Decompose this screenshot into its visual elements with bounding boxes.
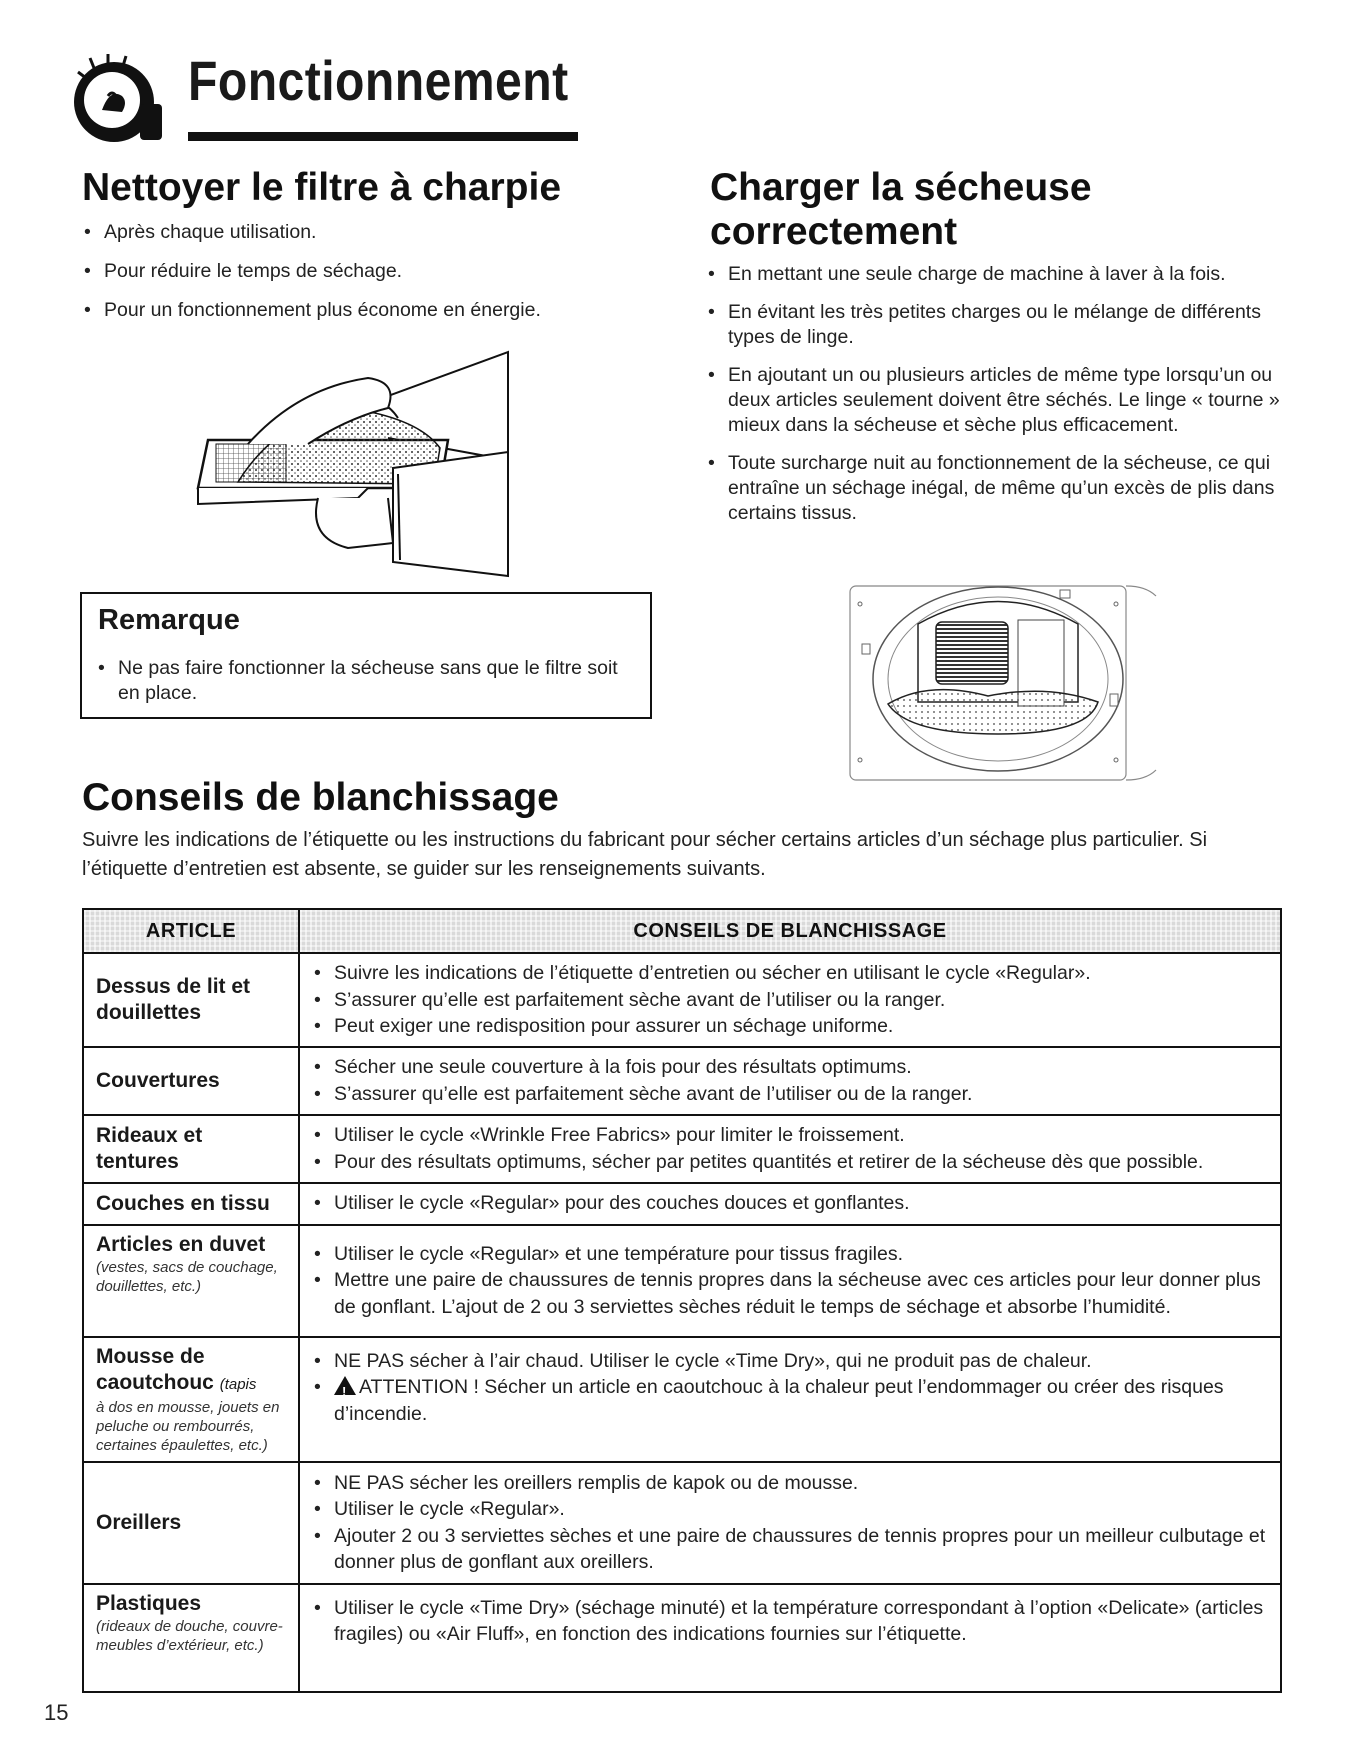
loading-heading-line2: correctement — [710, 210, 958, 253]
list-item: • Utiliser le cycle «Regular». — [312, 1496, 1268, 1523]
laundry-tips-table — [82, 908, 1282, 1693]
lint-filter-list — [82, 220, 682, 337]
warning-item — [312, 1374, 1268, 1427]
tips-cell — [299, 1225, 1281, 1337]
header-tips: CONSEILS DE BLANCHISSAGE — [299, 909, 1281, 953]
article-cell — [83, 1225, 299, 1337]
list-item: • Pour réduire le temps de séchage. — [82, 259, 682, 284]
table-row — [83, 1183, 1281, 1225]
article-cell: Couvertures — [83, 1047, 299, 1115]
tips-intro: Suivre les indications de l’étiquette ou les instructions du fabricant pour sécher certains articles d’un séchage plus particulier. Si l’étiquette d’entretien est absente, se guider sur les renseignements suivants. — [82, 829, 1208, 880]
list-item: • NE PAS sécher les oreillers remplis de kapok ou de mousse. — [312, 1470, 1268, 1497]
list-item: • Sécher une seule couverture à la fois pour des résultats optimums. — [312, 1054, 1268, 1081]
table-row — [83, 1225, 1281, 1337]
tips-cell — [299, 1047, 1281, 1115]
table-row — [83, 953, 1281, 1047]
article-examples: (rideaux de douche, couvre-meubles d’extérieur, etc.) — [96, 1617, 283, 1654]
article-cell: Dessus de lit et douillettes — [83, 953, 299, 1047]
tips-cell — [299, 1115, 1281, 1183]
list-item: • Peut exiger une redisposition pour assurer un séchage uniforme. — [312, 1013, 1268, 1040]
article-cell: Oreillers — [83, 1462, 299, 1584]
table-header-row — [83, 909, 1281, 953]
tips-cell — [299, 1462, 1281, 1584]
article-examples: à dos en mousse, jouets en peluche ou rembourrés, certaines épaulettes, etc.) — [96, 1398, 280, 1454]
table-row — [83, 1047, 1281, 1115]
list-item: • Ne pas faire fonctionner la sécheuse sans que le filtre soit en place. — [96, 656, 636, 706]
header-article: ARTICLE — [83, 909, 299, 953]
loading-heading-line1: Charger la sécheuse — [710, 166, 1092, 209]
list-item: • Toute surcharge nuit au fonctionnement de la sécheuse, ce qui entraîne un séchage inégal, de même qu’un excès de plis dans certains tissus. — [706, 451, 1286, 526]
article-name: Mousse de caoutchouc — [96, 1344, 214, 1394]
list-item: • S’assurer qu’elle est parfaitement sèche avant de l’utiliser ou de la ranger. — [312, 1081, 1268, 1108]
title-underline — [188, 132, 578, 141]
list-item: • S’assurer qu’elle est parfaitement sèche avant de l’utiliser ou la ranger. — [312, 987, 1268, 1014]
article-examples-start: (tapis — [219, 1375, 257, 1393]
list-item: • Mettre une paire de chaussures de tennis propres dans la sécheuse avec ces articles pour leur donner plus de gonflant. L’ajout de 2 ou 3 serviettes sèches réduit le temps de séchage et absorbe l’humidité. — [312, 1267, 1268, 1320]
list-item: • Utiliser le cycle «Time Dry» (séchage minuté) et la température correspondant à l’option «Delicate» (articles fragiles) ou «Air Fluff», en fonction des indications fournies sur l’étiquette. — [312, 1595, 1268, 1648]
lint-filter-heading: Nettoyer le filtre à charpie — [82, 166, 562, 209]
article-name: Plastiques — [96, 1591, 202, 1615]
list-item: • Ajouter 2 ou 3 serviettes sèches et une paire de chaussures de tennis propres pour un meilleur culbutage et donner plus de gonflant aux oreillers. — [312, 1523, 1268, 1576]
list-item: • Utiliser le cycle «Regular» et une température pour tissus fragiles. — [312, 1241, 1268, 1268]
article-examples: (vestes, sacs de couchage, douillettes, etc.) — [96, 1258, 278, 1295]
list-item: • NE PAS sécher à l’air chaud. Utiliser le cycle «Time Dry», qui ne produit pas de chaleur. — [312, 1348, 1268, 1375]
page-number: 15 — [44, 1700, 69, 1725]
list-item: • Pour un fonctionnement plus économe en énergie. — [82, 298, 682, 323]
note-box — [80, 592, 652, 719]
note-list — [96, 656, 636, 706]
tips-cell — [299, 1183, 1281, 1225]
list-item: • Utiliser le cycle «Regular» pour des couches douces et gonflantes. — [312, 1190, 1268, 1217]
list-item: • En mettant une seule charge de machine à laver à la fois. — [706, 262, 1286, 287]
lint-filter-illustration — [188, 348, 513, 580]
tips-heading: Conseils de blanchissage — [82, 776, 559, 819]
article-cell: Rideaux et tentures — [83, 1115, 299, 1183]
table-row — [83, 1115, 1281, 1183]
loading-heading — [710, 166, 1270, 254]
article-cell — [83, 1584, 299, 1692]
table-row — [83, 1584, 1281, 1692]
list-item: • En évitant les très petites charges ou le mélange de différents types de linge. — [706, 300, 1286, 350]
dryer-drum-illustration — [848, 584, 1158, 782]
article-cell: Couches en tissu — [83, 1183, 299, 1225]
table-row — [83, 1337, 1281, 1462]
list-item: • Utiliser le cycle «Wrinkle Free Fabrics» pour limiter le froissement. — [312, 1122, 1268, 1149]
loading-list — [706, 262, 1286, 539]
article-cell — [83, 1337, 299, 1462]
page-title: Fonctionnement — [188, 49, 569, 112]
list-item: • Suivre les indications de l’étiquette d’entretien ou sécher en utilisant le cycle «Regular». — [312, 960, 1268, 987]
table-row — [83, 1462, 1281, 1584]
warning-text: ATTENTION ! Sécher un article en caoutchouc à la chaleur peut l’endommager ou créer des risques d’incendie. — [334, 1376, 1224, 1425]
tips-cell — [299, 1337, 1281, 1462]
list-item: • En ajoutant un ou plusieurs articles de même type lorsqu’un ou deux articles seulement doivent être séchés. Le linge « tourne » mieux dans la sécheuse et sèche plus efficacement. — [706, 363, 1286, 438]
list-item: • Après chaque utilisation. — [82, 220, 682, 245]
lightbulb-hand-icon — [68, 52, 164, 148]
list-item: • Pour des résultats optimums, sécher par petites quantités et retirer de la sécheuse dès que possible. — [312, 1149, 1268, 1176]
warning-triangle-icon — [334, 1376, 356, 1395]
note-title: Remarque — [98, 604, 240, 636]
tips-cell — [299, 1584, 1281, 1692]
article-name: Articles en duvet — [96, 1232, 266, 1256]
tips-cell — [299, 953, 1281, 1047]
